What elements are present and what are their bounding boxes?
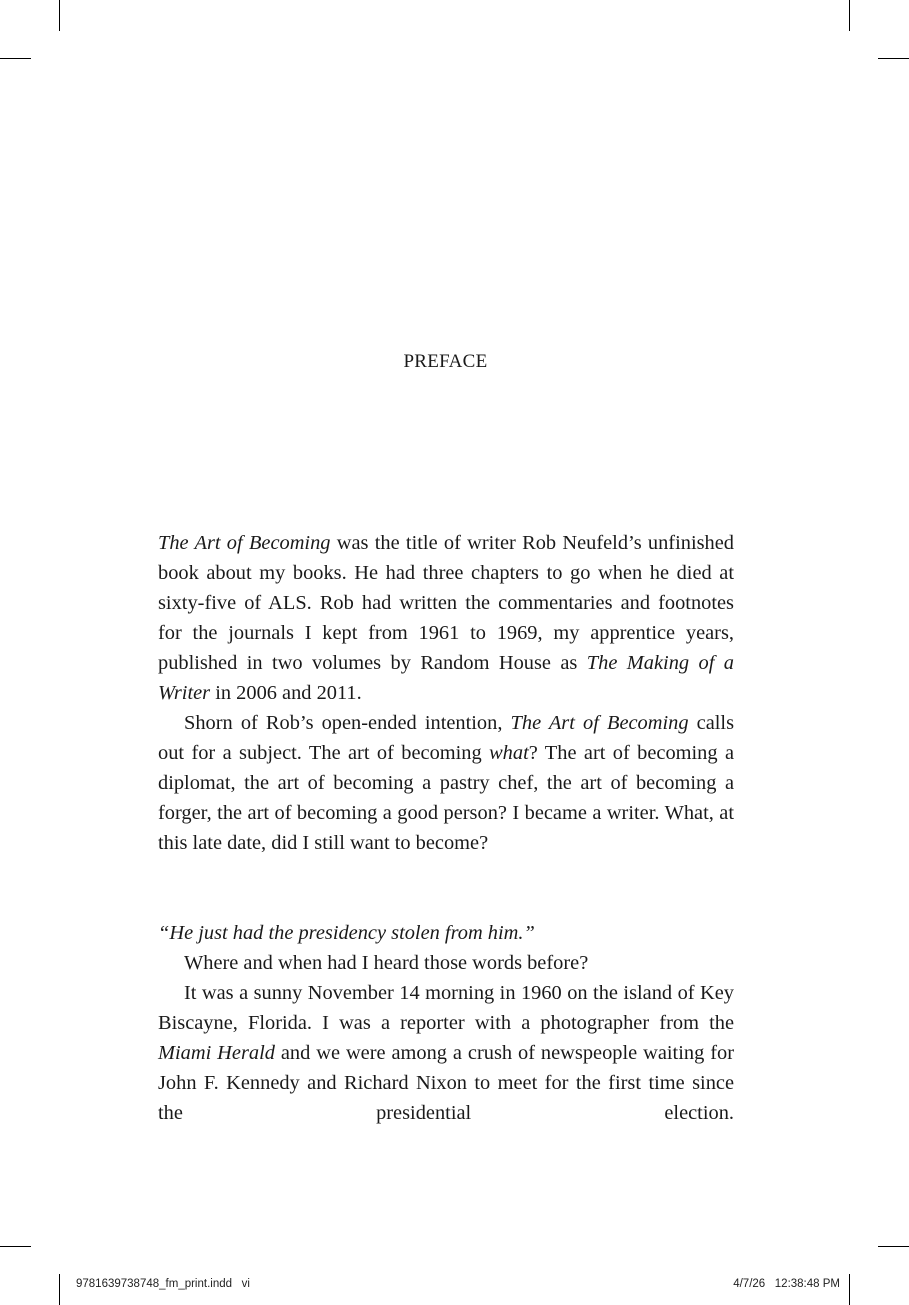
preface-section-2 (158, 918, 734, 1128)
crop-mark-top-right (849, 0, 850, 31)
newspaper-name: Miami Herald (158, 1042, 275, 1064)
preface-section-1 (158, 528, 734, 858)
paragraph-4-text-b: and we were among a crush of newspeople waiting for John F. Kennedy and Richard Nixon to meet for the first time since the presidential election. (158, 1042, 734, 1124)
paragraph-2-italic-what: what (489, 742, 529, 764)
crop-mark-bottom-left-h (0, 1246, 31, 1247)
crop-mark-top-right-h (878, 58, 909, 59)
crop-mark-bottom-right (849, 1274, 850, 1305)
paragraph-2-text-c: ? The art of becoming a diplomat, the art of becoming a pastry chef, the art of becoming a forger, the art of becoming a good person? I became a writer. What, at this late date, did I still want to become? (158, 742, 735, 854)
crop-mark-top-left-h (0, 58, 31, 59)
quote-line (158, 918, 734, 948)
book-title-art-of-becoming: The Art of Becoming (158, 532, 331, 554)
quote-text: “He just had the presidency stolen from him.” (158, 922, 535, 944)
paragraph-4 (158, 978, 734, 1128)
paragraph-4-text-a: It was a sunny November 14 morning in 1960 on the island of Key Biscayne, Florida. I was a reporter with a photographer from the (158, 982, 734, 1034)
paragraph-2-text-a: Shorn of Rob’s open-ended intention, (184, 712, 511, 734)
slug-file-name: 9781639738748_fm_print.indd vi (76, 1278, 250, 1290)
paragraph-1-end: in 2006 and 2011. (210, 682, 362, 704)
crop-mark-top-left (59, 0, 60, 31)
paragraph-1 (158, 528, 734, 708)
book-title-making-of-a-writer: The Making of a Writer (158, 652, 734, 704)
paragraph-3: Where and when had I heard those words before? (184, 952, 589, 974)
slug-timestamp: 4/7/26 12:38:48 PM (733, 1278, 840, 1290)
crop-mark-bottom-right-h (878, 1246, 909, 1247)
paragraph-2-text-b: calls out for a subject. The art of becoming (158, 712, 735, 764)
crop-mark-bottom-left (59, 1274, 60, 1305)
paragraph-1-text: was the title of writer Rob Neufeld’s unfinished book about my books. He had three chapters to go when he died at sixty-five of ALS. Rob had written the commentaries and footnotes for the journals I kept from 1961 to 1969, my apprentice years, published in two volumes by Random House as (158, 532, 734, 674)
paragraph-2 (158, 708, 734, 858)
paragraph-2-italic-title: The Art of Becoming (510, 712, 689, 734)
page-title: PREFACE (403, 351, 488, 372)
